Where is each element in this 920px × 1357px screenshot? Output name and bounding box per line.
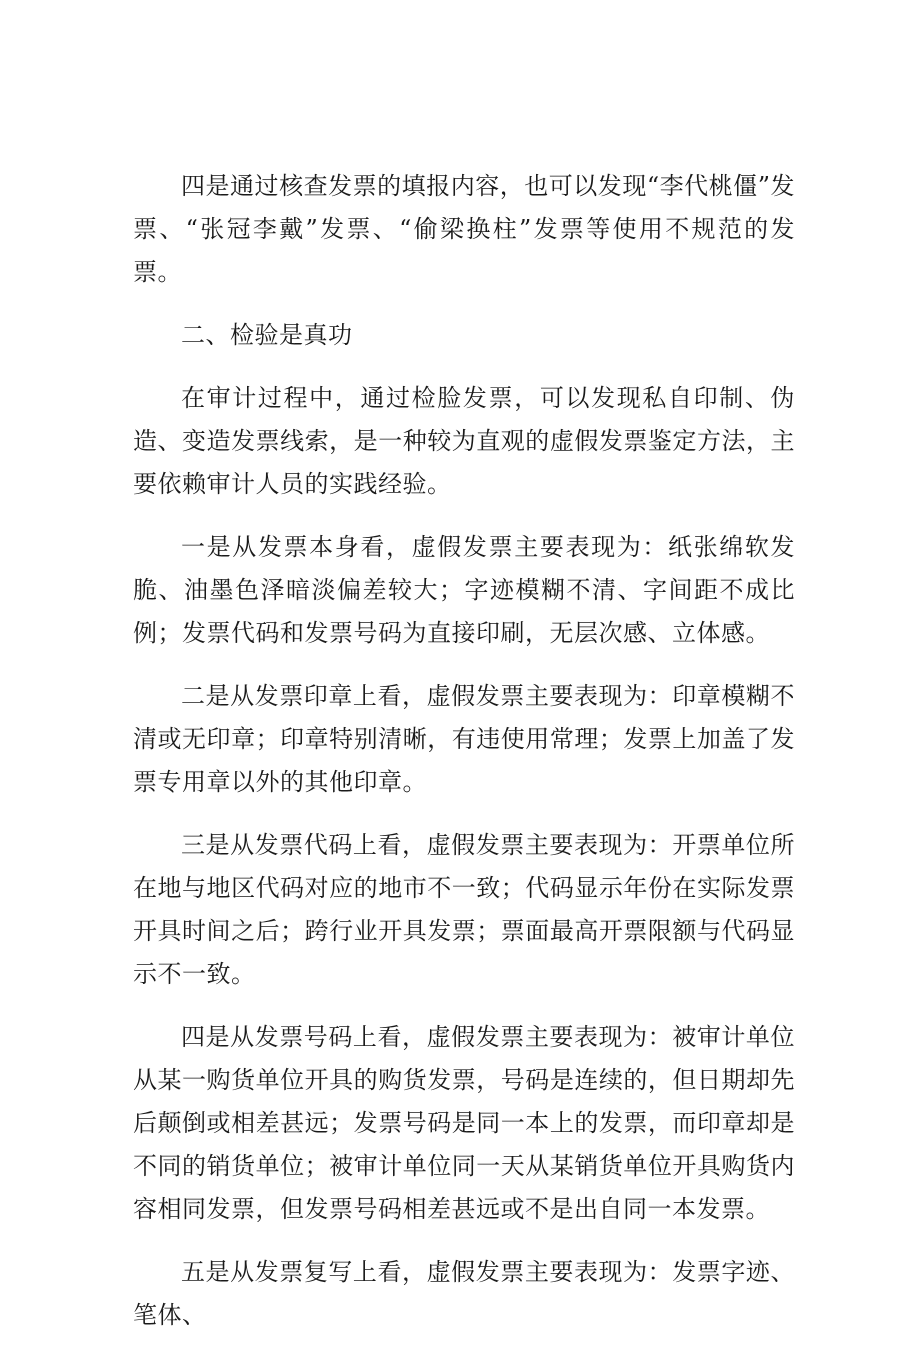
paragraph-point-four-number: 四是从发票号码上看，虚假发票主要表现为：被审计单位从某一购货单位开具的购货发票，号码是连续的，但日期却先后颠倒或相差甚远；发票号码是同一本上的发票，而印章却是不同的销货单位；被审计单位同一天从某销货单位开具购货内容相同发票，但发票号码相差甚远或不是出自同一本发票。 <box>133 1023 795 1223</box>
paragraph-point-five-copy: 五是从发票复写上看，虚假发票主要表现为：发票字迹、笔体、 <box>133 1258 795 1329</box>
paragraph-point-two-seal: 二是从发票印章上看，虚假发票主要表现为：印章模糊不清或无印章；印章特别清晰，有违使用常理；发票上加盖了发票专用章以外的其他印章。 <box>133 682 795 796</box>
section-heading-inspection: 二、检验是真功 <box>181 321 353 349</box>
document-body <box>133 165 795 1357</box>
paragraph-point-one-invoice-itself: 一是从发票本身看，虚假发票主要表现为：纸张绵软发脆、油墨色泽暗淡偏差较大；字迹模糊不清、字间距不成比例；发票代码和发票号码为直接印刷，无层次感、立体感。 <box>133 533 795 647</box>
paragraph-point-three-code: 三是从发票代码上看，虚假发票主要表现为：开票单位所在地与地区代码对应的地市不一致；代码显示年份在实际发票开具时间之后；跨行业开具发票；票面最高开票限额与代码显示不一致。 <box>133 831 795 988</box>
paragraph-point-four-contents: 四是通过核查发票的填报内容，也可以发现“李代桃僵”发票、“张冠李戴”发票、“偷梁换柱”发票等使用不规范的发票。 <box>133 172 795 286</box>
paragraph-inspection-intro: 在审计过程中，通过检脸发票，可以发现私自印制、伪造、变造发票线索，是一种较为直观的虚假发票鉴定方法，主要依赖审计人员的实践经验。 <box>133 384 795 498</box>
